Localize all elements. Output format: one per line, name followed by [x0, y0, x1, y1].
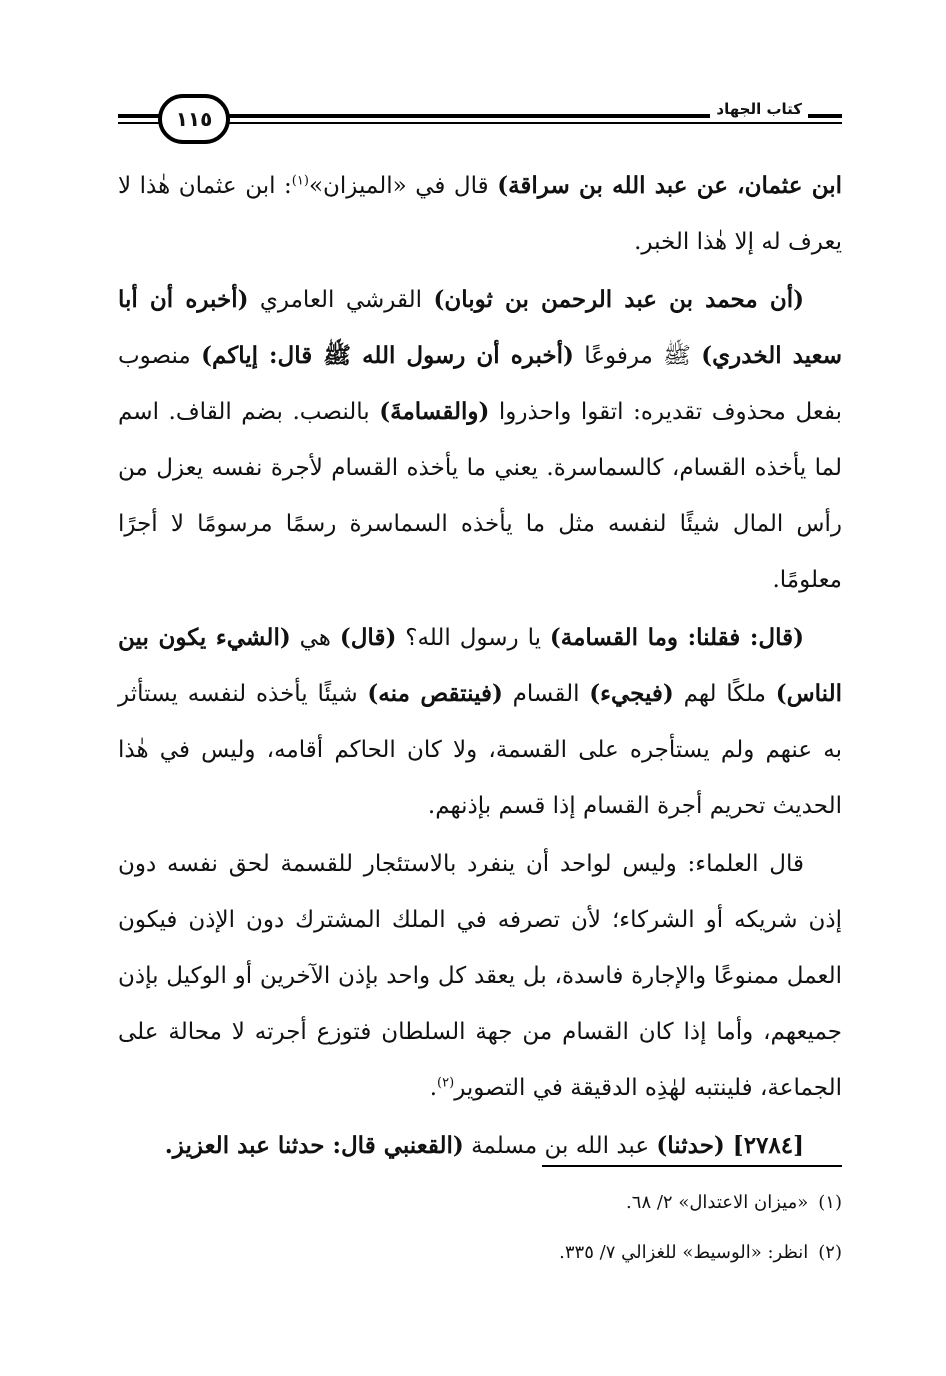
text-segment: ملكًا لهم [673, 681, 776, 707]
bold-text-segment: (الشيء يكون بين الناس) [118, 624, 843, 707]
text-segment: عبد الله بن مسلمة [463, 1133, 657, 1159]
bold-text-segment: (أخبره أن أبا سعيد الخدري) [118, 286, 842, 369]
text-segment: : ابن عثمان هٰذا لا يعرف له إلا هٰذا الخبر. [118, 173, 842, 255]
main-text [118, 158, 842, 1174]
text-segment: يا رسول الله؟ [396, 625, 550, 651]
text-segment: القسام [502, 681, 590, 707]
bold-text-segment: [٢٧٨٤] (حدثنا) [656, 1132, 804, 1159]
footnote-separator [542, 1165, 842, 1167]
footnote [118, 1178, 842, 1228]
footnote [118, 1228, 842, 1278]
page-number: ١١٥ [158, 94, 230, 144]
bold-text-segment: (أخبره أن رسول الله ﷺ قال: إياكم) [201, 342, 574, 369]
bold-text-segment: (أن محمد بن عبد الرحمن بن ثوبان) [433, 286, 804, 313]
bold-text-segment: (فيجيء) [589, 680, 674, 707]
footnote-reference: (١) [291, 173, 309, 189]
text-segment: . [429, 1075, 438, 1101]
bold-text-segment: (والقسامةَ) [379, 398, 490, 425]
paragraph [118, 610, 842, 834]
footnote-text: انظر: «الوسيط» للغزالي ٧/ ٣٣٥. [559, 1242, 809, 1263]
footnote-number: (٢) [818, 1242, 842, 1263]
text-segment: هي [290, 625, 340, 651]
text-segment: قال العلماء: وليس لواحد أن ينفرد بالاستئجار للقسمة لحق نفسه دون إذن شريكه أو الشركاء؛ لأن تصرفه في الملك المشترك دون الإذن فيكون العمل ممنوعًا والإجارة فاسدة، بل يعقد كل واحد بإذن الآخرين أو الوكيل بإذن جميعهم، وأما إذا كان القسام من جهة السلطان فتوزع أجرته لا محالة على الجماعة، فلينتبه لهٰذِه الدقيقة في التصوير [118, 851, 842, 1101]
text-segment: ﷺ مرفوعًا [573, 343, 702, 369]
bold-text-segment: (قال: فقلنا: وما القسامة) [549, 624, 804, 651]
running-title: كتاب الجهاد [710, 100, 808, 118]
bold-text-segment: (قال) [339, 624, 397, 651]
paragraph [118, 272, 842, 608]
text-segment: منصوب بفعل محذوف تقديره: اتقوا واحذروا [118, 343, 842, 425]
bold-text-segment: (فينتقص منه) [367, 680, 503, 707]
text-segment: بالنصب. بضم القاف. اسم لما يأخذه القسام، كالسماسرة. يعني ما يأخذه القسام لأجرة نفسه يعزل من رأس المال شيئًا لنفسه مثل ما يأخذه السماسرة رسمًا مرسومًا لا أجرًا معلومًا. [118, 399, 842, 593]
footnote-number: (١) [818, 1192, 842, 1213]
footnote-text: «ميزان الاعتدال» ٢/ ٦٨. [626, 1192, 809, 1213]
paragraph [118, 836, 842, 1116]
footnote-reference: (٢) [437, 1075, 455, 1091]
paragraph [118, 158, 842, 270]
footnotes [118, 1178, 842, 1278]
running-header [118, 92, 842, 152]
bold-text-segment: (القعنبي قال: حدثنا عبد العزيز. [164, 1132, 464, 1159]
text-segment: شيئًا يأخذه لنفسه يستأثر به عنهم ولم يستأجره على القسمة، ولا كان الحاكم أقامه، وليس في هٰذا الحديث تحريم أجرة القسام إذا قسم بإذنهم. [118, 681, 842, 819]
bold-text-segment: ابن عثمان، عن عبد الله بن سراقة) [497, 172, 842, 199]
text-segment: القرشي العامري [248, 287, 434, 313]
text-segment: قال في «الميزان» [308, 173, 498, 199]
